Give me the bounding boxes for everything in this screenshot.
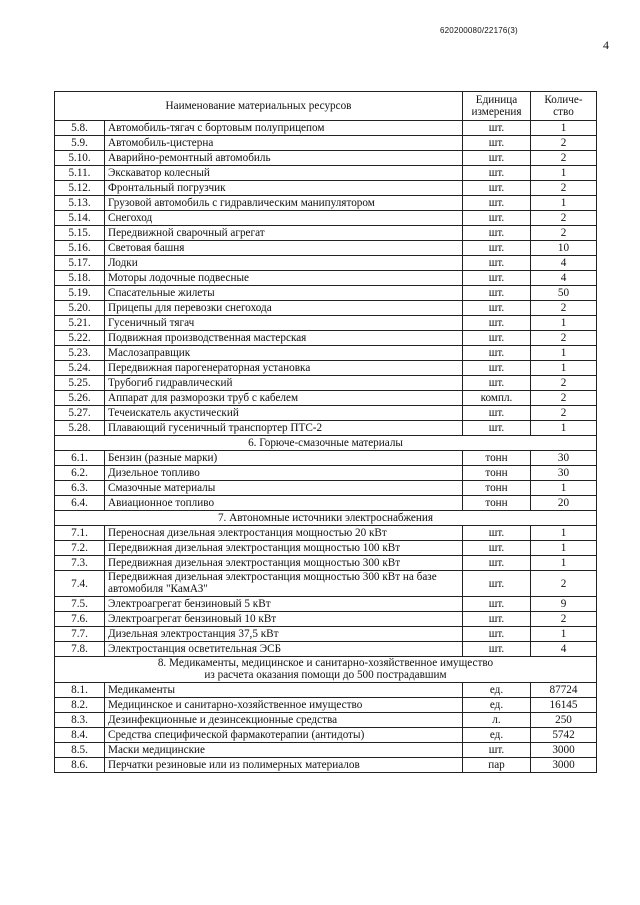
row-unit-cell: ед. xyxy=(463,728,531,743)
row-number-cell: 7.3. xyxy=(55,556,105,571)
row-qty-cell: 16145 xyxy=(531,698,597,713)
row-qty-cell: 3000 xyxy=(531,758,597,773)
row-name-cell: Средства специфической фармакотерапии (антидоты) xyxy=(105,728,463,743)
row-qty-cell: 50 xyxy=(531,286,597,301)
table-row xyxy=(55,556,597,571)
row-number-cell: 8.3. xyxy=(55,713,105,728)
row-unit-cell: тонн xyxy=(463,451,531,466)
table-row xyxy=(55,316,597,331)
resources-table xyxy=(54,91,597,773)
row-name-cell: Дизельное топливо xyxy=(105,466,463,481)
table-row xyxy=(55,642,597,657)
row-qty-cell: 3000 xyxy=(531,743,597,758)
table-row xyxy=(55,743,597,758)
table-row xyxy=(55,211,597,226)
row-qty-cell: 2 xyxy=(531,331,597,346)
row-name-cell: Течеискатель акустический xyxy=(105,406,463,421)
row-unit-cell: шт. xyxy=(463,181,531,196)
table-row xyxy=(55,451,597,466)
table-row xyxy=(55,728,597,743)
row-qty-cell: 1 xyxy=(531,166,597,181)
row-number-cell: 7.2. xyxy=(55,541,105,556)
row-number-cell: 8.2. xyxy=(55,698,105,713)
row-qty-cell: 1 xyxy=(531,196,597,211)
row-qty-cell: 2 xyxy=(531,376,597,391)
row-qty-cell: 2 xyxy=(531,406,597,421)
row-number-cell: 7.1. xyxy=(55,526,105,541)
row-name-cell: Перчатки резиновые или из полимерных материалов xyxy=(105,758,463,773)
row-unit-cell: тонн xyxy=(463,481,531,496)
row-unit-cell: шт. xyxy=(463,286,531,301)
row-unit-cell: ед. xyxy=(463,698,531,713)
table-row xyxy=(55,627,597,642)
row-qty-cell: 2 xyxy=(531,612,597,627)
row-unit-cell: шт. xyxy=(463,556,531,571)
row-name-cell: Дезинфекционные и дезинсекционные средства xyxy=(105,713,463,728)
section-heading-row xyxy=(55,511,597,526)
row-name-cell: Электроагрегат бензиновый 5 кВт xyxy=(105,597,463,612)
row-qty-cell: 1 xyxy=(531,121,597,136)
row-qty-cell: 1 xyxy=(531,556,597,571)
row-name-cell: Маслозаправщик xyxy=(105,346,463,361)
section-title: 6. Горюче-смазочные материалы xyxy=(55,436,597,451)
table-row xyxy=(55,683,597,698)
row-qty-cell: 1 xyxy=(531,316,597,331)
row-name-cell: Грузовой автомобиль с гидравлическим манипулятором xyxy=(105,196,463,211)
table-row xyxy=(55,713,597,728)
row-unit-cell: шт. xyxy=(463,597,531,612)
row-unit-cell: шт. xyxy=(463,316,531,331)
table-row xyxy=(55,166,597,181)
header-unit-cell: Единица измерения xyxy=(463,92,531,121)
row-number-cell: 5.8. xyxy=(55,121,105,136)
row-number-cell: 8.6. xyxy=(55,758,105,773)
row-number-cell: 5.27. xyxy=(55,406,105,421)
row-name-cell: Автомобиль-тягач с бортовым полуприцепом xyxy=(105,121,463,136)
row-number-cell: 5.26. xyxy=(55,391,105,406)
row-unit-cell: шт. xyxy=(463,166,531,181)
header-qty-cell: Количе- ство xyxy=(531,92,597,121)
row-unit-cell: шт. xyxy=(463,541,531,556)
row-name-cell: Передвижная парогенераторная установка xyxy=(105,361,463,376)
row-qty-cell: 2 xyxy=(531,301,597,316)
table-header-row xyxy=(55,92,597,121)
row-number-cell: 5.11. xyxy=(55,166,105,181)
row-qty-cell: 30 xyxy=(531,466,597,481)
table-row xyxy=(55,151,597,166)
row-number-cell: 5.28. xyxy=(55,421,105,436)
row-number-cell: 5.18. xyxy=(55,271,105,286)
row-name-cell: Гусеничный тягач xyxy=(105,316,463,331)
row-name-cell: Аварийно-ремонтный автомобиль xyxy=(105,151,463,166)
row-qty-cell: 250 xyxy=(531,713,597,728)
row-qty-cell: 1 xyxy=(531,627,597,642)
row-name-cell: Фронтальный погрузчик xyxy=(105,181,463,196)
row-number-cell: 5.21. xyxy=(55,316,105,331)
table-row xyxy=(55,181,597,196)
row-name-cell: Передвижная дизельная электростанция мощностью 300 кВт xyxy=(105,556,463,571)
table-row xyxy=(55,361,597,376)
row-unit-cell: ед. xyxy=(463,683,531,698)
row-name-cell: Экскаватор колесный xyxy=(105,166,463,181)
row-number-cell: 8.4. xyxy=(55,728,105,743)
row-qty-cell: 1 xyxy=(531,481,597,496)
row-unit-cell: шт. xyxy=(463,271,531,286)
row-qty-cell: 2 xyxy=(531,226,597,241)
row-unit-cell: л. xyxy=(463,713,531,728)
page-number: 4 xyxy=(603,38,609,52)
row-name-cell: Переносная дизельная электростанция мощностью 20 кВт xyxy=(105,526,463,541)
row-name-cell: Авиационное топливо xyxy=(105,496,463,511)
row-number-cell: 5.23. xyxy=(55,346,105,361)
row-unit-cell: шт. xyxy=(463,743,531,758)
row-number-cell: 5.25. xyxy=(55,376,105,391)
section-title: 8. Медикаменты, медицинское и санитарно-хозяйственное имущество из расчета оказания помощи до 500 пострадавшим xyxy=(55,657,597,683)
table-row xyxy=(55,286,597,301)
row-qty-cell: 4 xyxy=(531,256,597,271)
row-unit-cell: пар xyxy=(463,758,531,773)
row-name-cell: Маски медицинские xyxy=(105,743,463,758)
row-number-cell: 5.13. xyxy=(55,196,105,211)
table-row xyxy=(55,541,597,556)
row-qty-cell: 2 xyxy=(531,211,597,226)
row-unit-cell: шт. xyxy=(463,211,531,226)
row-name-cell: Электростанция осветительная ЭСБ xyxy=(105,642,463,657)
row-name-cell: Лодки xyxy=(105,256,463,271)
row-name-cell: Медикаменты xyxy=(105,683,463,698)
table-row xyxy=(55,196,597,211)
row-name-cell: Плавающий гусеничный транспортер ПТС-2 xyxy=(105,421,463,436)
row-number-cell: 6.3. xyxy=(55,481,105,496)
row-unit-cell: шт. xyxy=(463,241,531,256)
row-qty-cell: 2 xyxy=(531,181,597,196)
row-number-cell: 5.15. xyxy=(55,226,105,241)
row-name-cell: Дизельная электростанция 37,5 кВт xyxy=(105,627,463,642)
table-row xyxy=(55,256,597,271)
table-row xyxy=(55,376,597,391)
row-unit-cell: шт. xyxy=(463,421,531,436)
row-qty-cell: 2 xyxy=(531,391,597,406)
table-row xyxy=(55,226,597,241)
table-row xyxy=(55,421,597,436)
row-number-cell: 7.6. xyxy=(55,612,105,627)
row-number-cell: 6.4. xyxy=(55,496,105,511)
row-name-cell: Передвижной сварочный агрегат xyxy=(105,226,463,241)
row-number-cell: 5.10. xyxy=(55,151,105,166)
row-name-cell: Автомобиль-цистерна xyxy=(105,136,463,151)
table-row xyxy=(55,481,597,496)
table-row xyxy=(55,698,597,713)
row-qty-cell: 10 xyxy=(531,241,597,256)
row-unit-cell: компл. xyxy=(463,391,531,406)
row-number-cell: 5.22. xyxy=(55,331,105,346)
table-row xyxy=(55,271,597,286)
row-qty-cell: 1 xyxy=(531,421,597,436)
row-name-cell: Спасательные жилеты xyxy=(105,286,463,301)
table-row xyxy=(55,758,597,773)
row-unit-cell: шт. xyxy=(463,361,531,376)
table-row xyxy=(55,597,597,612)
row-name-cell: Моторы лодочные подвесные xyxy=(105,271,463,286)
table-row xyxy=(55,241,597,256)
table-row xyxy=(55,136,597,151)
document-number: 620200080/22176(3) xyxy=(440,26,518,35)
row-unit-cell: шт. xyxy=(463,226,531,241)
table-row xyxy=(55,466,597,481)
row-unit-cell: шт. xyxy=(463,196,531,211)
row-qty-cell: 1 xyxy=(531,526,597,541)
row-unit-cell: шт. xyxy=(463,406,531,421)
row-name-cell: Передвижная дизельная электростанция мощностью 100 кВт xyxy=(105,541,463,556)
row-name-cell: Прицепы для перевозки снегохода xyxy=(105,301,463,316)
row-number-cell: 7.5. xyxy=(55,597,105,612)
row-unit-cell: шт. xyxy=(463,256,531,271)
row-name-cell: Трубогиб гидравлический xyxy=(105,376,463,391)
row-number-cell: 8.5. xyxy=(55,743,105,758)
row-qty-cell: 1 xyxy=(531,541,597,556)
row-name-cell: Электроагрегат бензиновый 10 кВт xyxy=(105,612,463,627)
row-number-cell: 6.1. xyxy=(55,451,105,466)
row-qty-cell: 2 xyxy=(531,151,597,166)
row-name-cell: Смазочные материалы xyxy=(105,481,463,496)
row-qty-cell: 1 xyxy=(531,361,597,376)
row-qty-cell: 20 xyxy=(531,496,597,511)
row-number-cell: 7.4. xyxy=(55,571,105,597)
row-unit-cell: тонн xyxy=(463,496,531,511)
row-qty-cell: 87724 xyxy=(531,683,597,698)
row-qty-cell: 9 xyxy=(531,597,597,612)
row-unit-cell: шт. xyxy=(463,526,531,541)
row-name-cell: Бензин (разные марки) xyxy=(105,451,463,466)
row-qty-cell: 2 xyxy=(531,136,597,151)
row-unit-cell: шт. xyxy=(463,136,531,151)
table-row xyxy=(55,612,597,627)
row-unit-cell: шт. xyxy=(463,642,531,657)
row-number-cell: 5.20. xyxy=(55,301,105,316)
table-row xyxy=(55,571,597,597)
row-number-cell: 5.19. xyxy=(55,286,105,301)
row-number-cell: 5.16. xyxy=(55,241,105,256)
row-number-cell: 5.17. xyxy=(55,256,105,271)
section-heading-row xyxy=(55,436,597,451)
resources-table-body xyxy=(55,92,597,773)
row-number-cell: 8.1. xyxy=(55,683,105,698)
row-unit-cell: тонн xyxy=(463,466,531,481)
table-row xyxy=(55,406,597,421)
table-row xyxy=(55,496,597,511)
table-row xyxy=(55,301,597,316)
table-row xyxy=(55,331,597,346)
row-number-cell: 7.7. xyxy=(55,627,105,642)
table-row xyxy=(55,346,597,361)
row-unit-cell: шт. xyxy=(463,571,531,597)
row-number-cell: 7.8. xyxy=(55,642,105,657)
row-qty-cell: 2 xyxy=(531,571,597,597)
row-name-cell: Передвижная дизельная электростанция мощностью 300 кВт на базе автомобиля "КамАЗ" xyxy=(105,571,463,597)
row-unit-cell: шт. xyxy=(463,346,531,361)
row-unit-cell: шт. xyxy=(463,331,531,346)
row-number-cell: 5.12. xyxy=(55,181,105,196)
row-qty-cell: 4 xyxy=(531,271,597,286)
row-qty-cell: 1 xyxy=(531,346,597,361)
row-unit-cell: шт. xyxy=(463,612,531,627)
row-name-cell: Медицинское и санитарно-хозяйственное имущество xyxy=(105,698,463,713)
row-name-cell: Снегоход xyxy=(105,211,463,226)
header-name-cell: Наименование материальных ресурсов xyxy=(55,92,463,121)
section-title: 7. Автономные источники электроснабжения xyxy=(55,511,597,526)
row-qty-cell: 30 xyxy=(531,451,597,466)
row-name-cell: Подвижная производственная мастерская xyxy=(105,331,463,346)
row-number-cell: 5.9. xyxy=(55,136,105,151)
row-number-cell: 5.14. xyxy=(55,211,105,226)
row-unit-cell: шт. xyxy=(463,121,531,136)
row-unit-cell: шт. xyxy=(463,627,531,642)
row-qty-cell: 5742 xyxy=(531,728,597,743)
row-unit-cell: шт. xyxy=(463,301,531,316)
row-unit-cell: шт. xyxy=(463,151,531,166)
row-name-cell: Аппарат для разморозки труб с кабелем xyxy=(105,391,463,406)
row-name-cell: Световая башня xyxy=(105,241,463,256)
row-qty-cell: 4 xyxy=(531,642,597,657)
table-row xyxy=(55,526,597,541)
row-number-cell: 6.2. xyxy=(55,466,105,481)
row-unit-cell: шт. xyxy=(463,376,531,391)
table-row xyxy=(55,121,597,136)
section-heading-row xyxy=(55,657,597,683)
row-number-cell: 5.24. xyxy=(55,361,105,376)
table-row xyxy=(55,391,597,406)
